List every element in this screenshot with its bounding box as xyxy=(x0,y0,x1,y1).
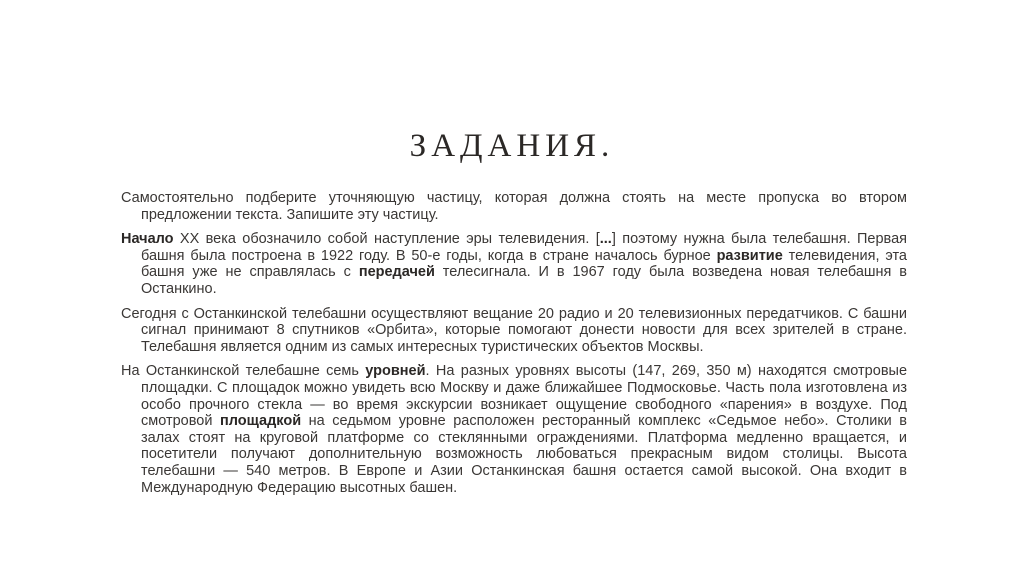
bold-word-nachalo: Начало xyxy=(121,231,174,248)
bold-word-peredachey: передачей xyxy=(358,264,435,281)
p1-text-3: телевидения, эта башня уже не справлялась с xyxy=(141,247,907,281)
text-paragraph-2 xyxy=(121,306,907,356)
task-paragraph xyxy=(121,190,907,223)
slide-body xyxy=(121,190,907,504)
bold-word-ploshchadkoy: площадкой xyxy=(219,413,302,430)
text-paragraph-1 xyxy=(121,231,907,297)
bold-word-razvitie: развитие xyxy=(716,247,783,264)
p2-text: Сегодня с Останкинской телебашни осуществляют вещание 20 радио и 20 телевизионных передатчиков. С башни сигнал принимают 8 спутников «Орбита», которые помогают донести новости для всех зрителей в стране. Телебашня является одним из самых интересных туристических объектов Москвы. xyxy=(121,305,907,355)
bold-word-urovney: уровней xyxy=(365,363,426,380)
p1-text-4: телесигнала. И в 1967 году была возведена новая телебашня в Останкино. xyxy=(141,264,907,297)
slide-title: ЗАДАНИЯ. xyxy=(409,128,615,164)
p3-text-1: На Останкинской телебашне семь xyxy=(121,363,366,380)
text-paragraph-3 xyxy=(121,363,907,496)
p1-text-1: XX века обозначило собой наступление эры телевидения. [ xyxy=(173,231,600,248)
gap-marker: ... xyxy=(599,231,612,248)
p1-text-2: ] поэтому нужна была телебашня. Первая башня была построена в 1922 году. В 50-е годы, когда в стране началось бурное xyxy=(141,231,907,264)
p3-text-2: . На разных уровнях высоты (147, 269, 350 м) находятся смотровые площадки. С площадок можно увидеть всю Москву и даже ближайшее Подмосковье. Часть пола изготовлена из особо прочного стекла — во время экскурсии возникает ощущение свободного «парения» в воздухе. Под смотровой xyxy=(141,363,908,430)
p3-text-3: на седьмом уровне расположен ресторанный комплекс «Седьмое небо». Столики в залах стоят на круговой платформе со стеклянными ограждениями. Платформа медленно вращается, и посетители получают дополнительную возможность любоваться прекрасным видом столицы. Высота телебашни — 540 метров. В Европе и Азии Останкинская башня остается самой высокой. Она входит в Международную Федерацию высотных башен. xyxy=(141,413,907,496)
task-text: Самостоятельно подберите уточняющую частицу, которая должна стоять на месте пропуска во втором предложении текста. Запишите эту частицу. xyxy=(121,190,907,223)
